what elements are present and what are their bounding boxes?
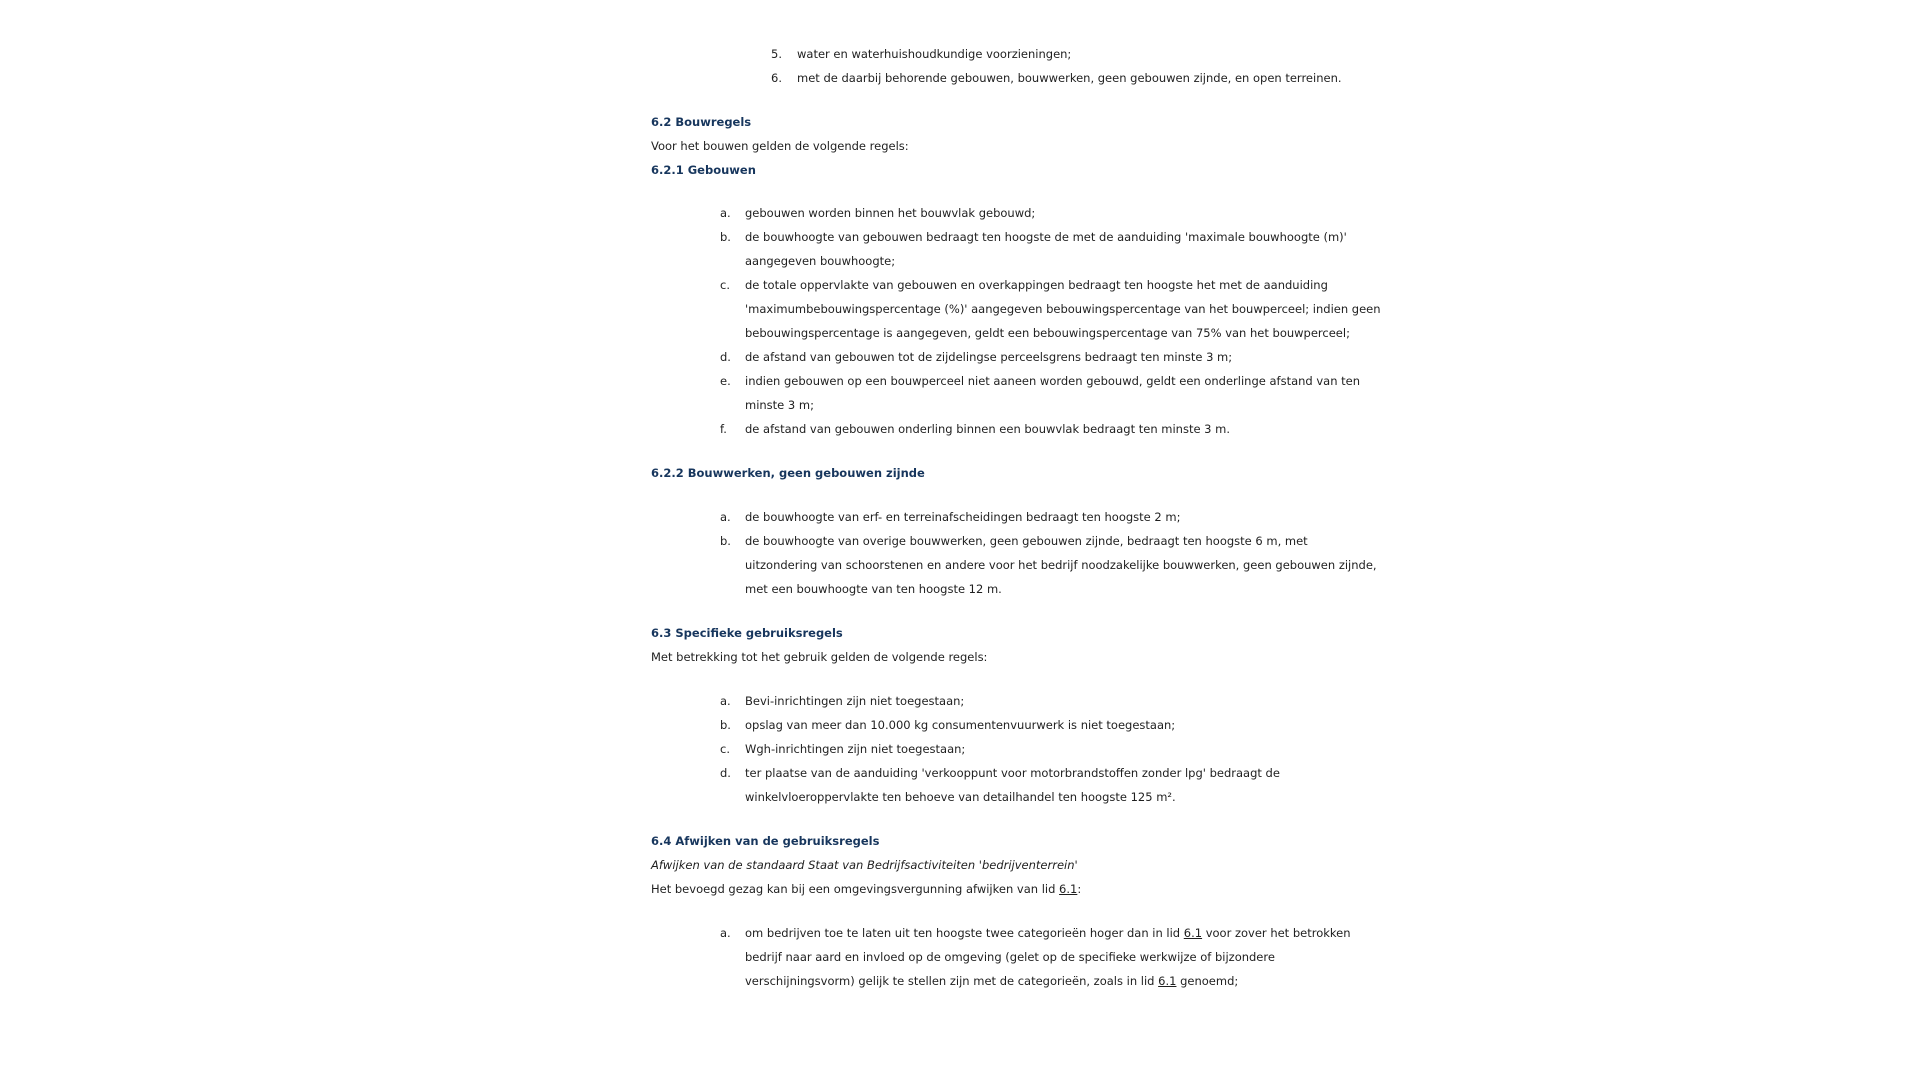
section-intro: Met betrekking tot het gebruik gelden de volgende regels: [651, 650, 988, 664]
list-marker: b. [720, 718, 731, 732]
list-item-text: 'maximumbebouwingspercentage (%)' aangegeven bebouwingspercentage van het bouwperceel; indien geen [745, 302, 1381, 316]
list-item-text: bebouwingspercentage is aangegeven, geldt een bebouwingspercentage van 75% van het bouwperceel; [745, 326, 1350, 340]
section-heading-6-2-2: 6.2.2 Bouwwerken, geen gebouwen zijnde [651, 466, 925, 480]
list-marker: b. [720, 230, 731, 244]
intro-suffix: : [1077, 882, 1082, 896]
list-item-text: Wgh-inrichtingen zijn niet toegestaan; [745, 742, 966, 756]
list-item-text: uitzondering van schoorstenen en andere voor het bedrijf noodzakelijke bouwwerken, geen gebouwen zijnde, [745, 558, 1377, 572]
section-heading-6-3: 6.3 Specifieke gebruiksregels [651, 626, 843, 640]
list-marker: d. [720, 766, 731, 780]
list-item-text: met de daarbij behorende gebouwen, bouwwerken, geen gebouwen zijnde, en open terreinen. [797, 71, 1342, 85]
list-item-text: winkelvloeroppervlakte ten behoeve van detailhandel ten hoogste 125 m². [745, 790, 1176, 804]
reference-link-6-1[interactable]: 6.1 [1059, 882, 1078, 896]
list-item-text: de totale oppervlakte van gebouwen en overkappingen bedraagt ten hoogste het met de aanduiding [745, 278, 1328, 292]
section-intro: Voor het bouwen gelden de volgende regels: [651, 139, 909, 153]
list-marker: f. [720, 422, 727, 436]
list-item-text: aangegeven bouwhoogte; [745, 254, 896, 268]
text-segment: verschijningsvorm) gelijk te stellen zijn met de categorieën, zoals in lid [745, 974, 1159, 988]
list-item-text: gebouwen worden binnen het bouwvlak gebouwd; [745, 206, 1036, 220]
list-item-text: indien gebouwen op een bouwperceel niet aaneen worden gebouwd, geldt een onderlinge afstand van ten [745, 374, 1361, 388]
list-item-text: de bouwhoogte van erf- en terreinafscheidingen bedraagt ten hoogste 2 m; [745, 510, 1181, 524]
reference-link-6-1[interactable]: 6.1 [1183, 926, 1203, 940]
list-marker: e. [720, 374, 731, 388]
section-subheading: Afwijken van de standaard Staat van Bedrijfsactiviteiten 'bedrijventerrein' [651, 858, 1078, 872]
list-marker: c. [720, 742, 730, 756]
list-marker: a. [720, 510, 731, 524]
list-marker: d. [720, 350, 731, 364]
list-item-text: water en waterhuishoudkundige voorzieningen; [797, 47, 1072, 61]
list-marker: 5. [771, 47, 782, 61]
list-marker: 6. [771, 71, 782, 85]
text-segment: voor zover het betrokken [1202, 926, 1351, 940]
list-item-text [745, 974, 1238, 988]
list-item-text: de afstand van gebouwen onderling binnen een bouwvlak bedraagt ten minste 3 m. [745, 422, 1231, 436]
section-heading-6-4: 6.4 Afwijken van de gebruiksregels [651, 834, 880, 848]
list-item-text: ter plaatse van de aanduiding 'verkooppunt voor motorbrandstoffen zonder lpg' bedraagt de [745, 766, 1280, 780]
list-marker: a. [720, 694, 731, 708]
list-marker: c. [720, 278, 730, 292]
reference-link-6-1[interactable]: 6.1 [1158, 974, 1177, 988]
section-intro [651, 882, 1081, 896]
section-heading-6-2-1: 6.2.1 Gebouwen [651, 163, 756, 177]
text-segment: genoemd; [1176, 974, 1239, 988]
list-item-text: opslag van meer dan 10.000 kg consumentenvuurwerk is niet toegestaan; [745, 718, 1176, 732]
intro-prefix: Het bevoegd gezag kan bij een omgevingsvergunning afwijken van lid [651, 882, 1060, 896]
list-item-text: de bouwhoogte van overige bouwwerken, geen gebouwen zijnde, bedraagt ten hoogste 6 m, met [745, 534, 1308, 548]
list-item-text: minste 3 m; [745, 398, 814, 412]
list-item-text: met een bouwhoogte van ten hoogste 12 m. [745, 582, 1002, 596]
list-item-text [745, 926, 1351, 940]
list-item-text: de afstand van gebouwen tot de zijdelingse perceelsgrens bedraagt ten minste 3 m; [745, 350, 1233, 364]
list-item-text: Bevi-inrichtingen zijn niet toegestaan; [745, 694, 965, 708]
list-marker: b. [720, 534, 731, 548]
list-item-text: de bouwhoogte van gebouwen bedraagt ten hoogste de met de aanduiding 'maximale bouwhoogte (m)' [745, 230, 1347, 244]
list-marker: a. [720, 206, 731, 220]
text-segment: om bedrijven toe te laten uit ten hoogste twee categorieën hoger dan in lid [745, 926, 1184, 940]
list-marker: a. [720, 926, 731, 940]
list-item-text: bedrijf naar aard en invloed op de omgeving (gelet op de specifieke werkwijze of bijzondere [745, 950, 1275, 964]
section-heading-6-2: 6.2 Bouwregels [651, 115, 752, 129]
